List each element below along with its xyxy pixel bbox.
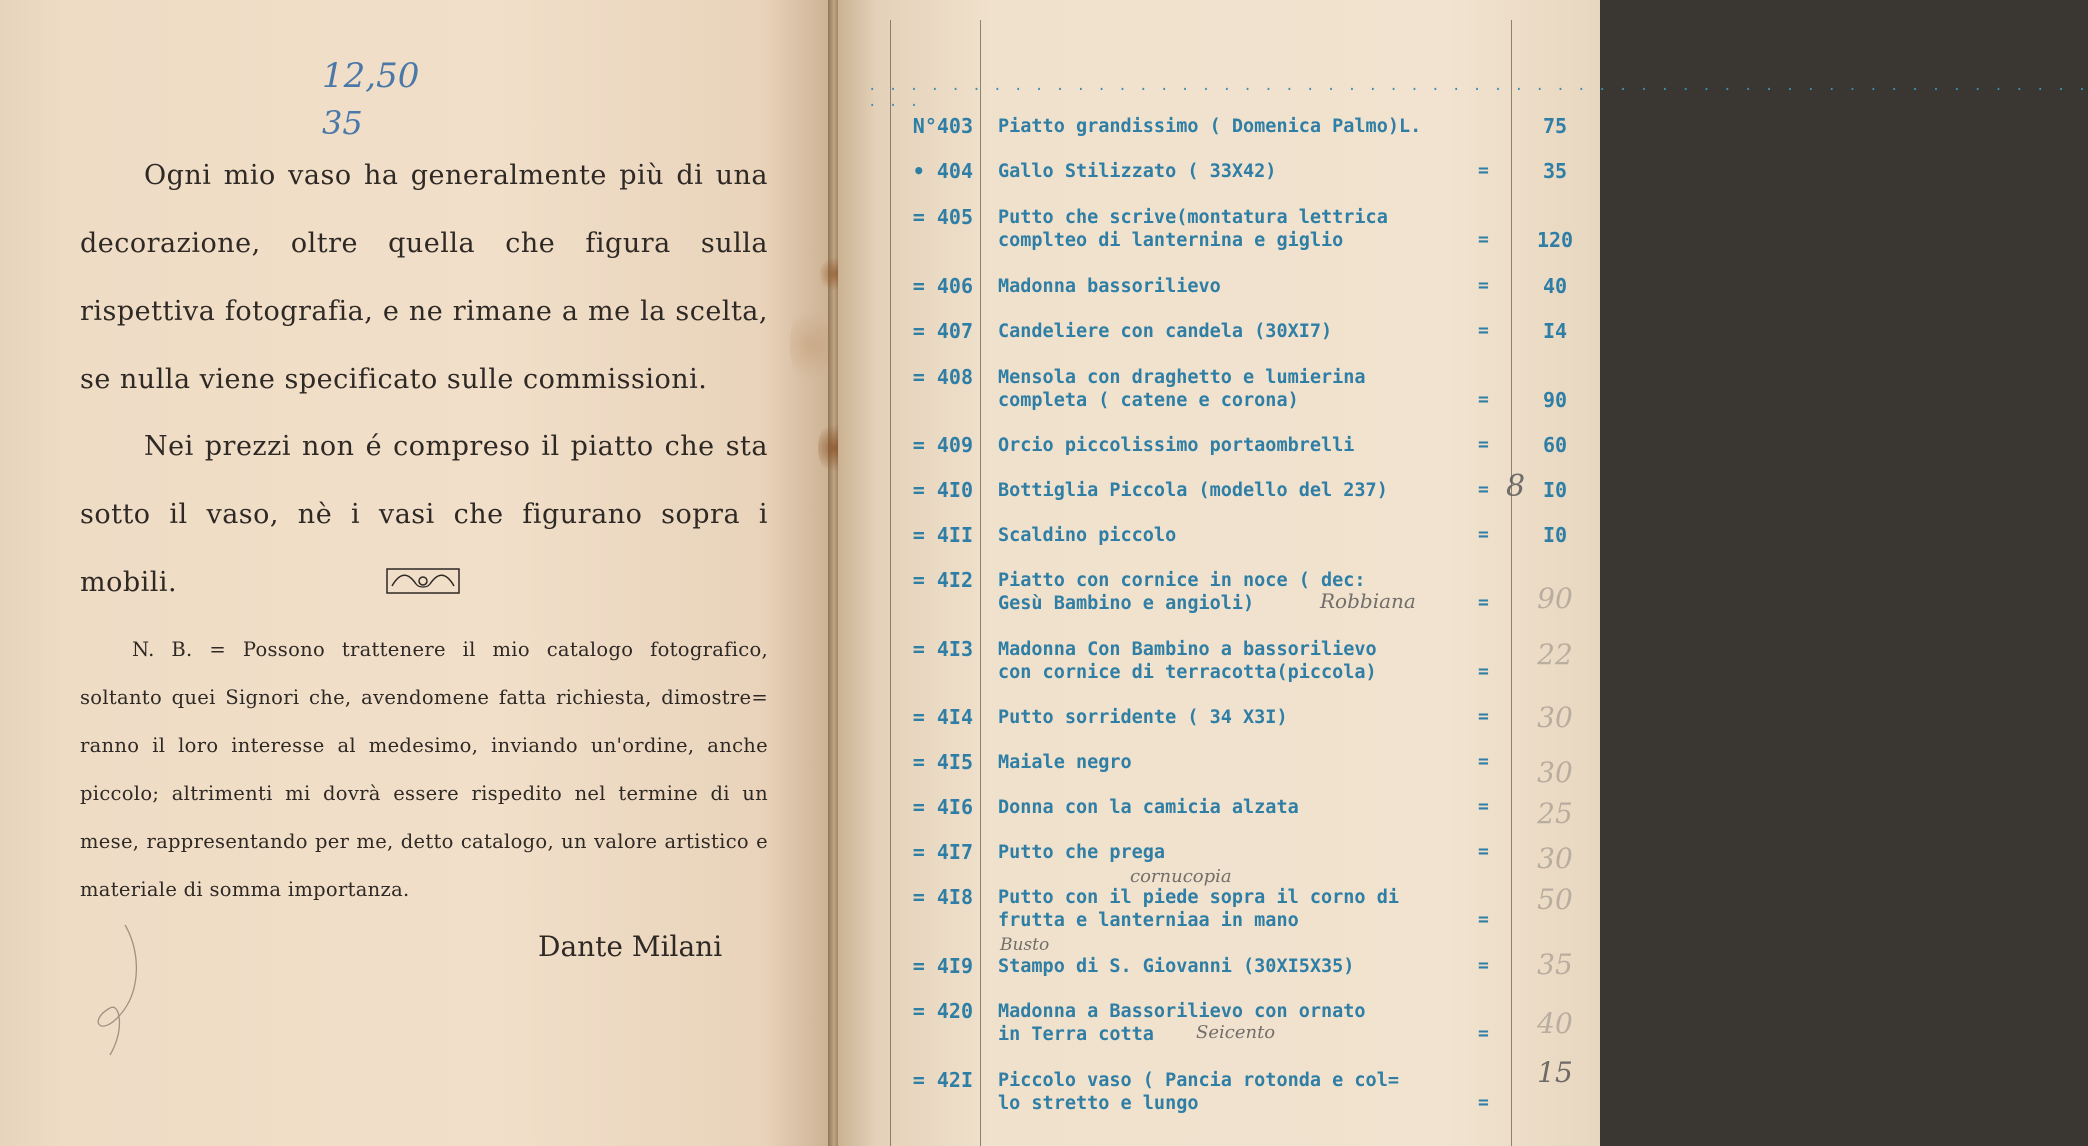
handwritten-price: 8 (1506, 469, 1526, 504)
item-price: 40 (1537, 1007, 1573, 1040)
item-price: 15 (1537, 1056, 1573, 1089)
item-separator: = (1478, 592, 1489, 613)
item-price: 35 (1542, 159, 1568, 183)
item-description: Scaldino piccolo (998, 525, 1177, 546)
item-separator: = (1478, 160, 1489, 181)
item-description: Donna con la camicia alzata (998, 797, 1299, 818)
item-price: I0 (1542, 478, 1568, 502)
item-description: Madonna Con Bambino a bassorilievo con cornice di terracotta(piccola) (998, 639, 1377, 683)
item-description: Mensola con draghetto e lumierina completa ( catene e corona) (998, 367, 1366, 411)
item-description: Gallo Stilizzato ( 33X42) (998, 161, 1277, 182)
paragraph-text: Nei prezzi non é compreso il piatto che sta sotto il vaso, nè i vasi che figurano sopra i mobili. (80, 431, 768, 598)
item-price: 22 (1537, 638, 1573, 671)
item-description: Piatto grandissimo ( Domenica Palmo)L. (998, 116, 1422, 137)
item-number: = 4I2 (912, 568, 973, 592)
handwritten-number: 12,50 (322, 56, 420, 96)
item-price: 90 (1542, 388, 1568, 412)
item-number: = 4I4 (912, 705, 973, 729)
dotted-rule: . . . (868, 94, 921, 110)
item-separator: = (1478, 479, 1489, 500)
handwritten-annotation: Seicento (1196, 1022, 1276, 1043)
item-price: 30 (1537, 842, 1573, 875)
item-description: Putto che prega (998, 842, 1166, 863)
item-separator: = (1478, 320, 1489, 341)
item-price: 40 (1542, 274, 1568, 298)
item-separator: = (1478, 909, 1489, 930)
item-separator: = (1478, 229, 1489, 250)
item-price: 60 (1542, 433, 1568, 457)
item-price: 120 (1536, 228, 1574, 252)
item-price: I4 (1542, 319, 1568, 343)
item-price: I0 (1542, 523, 1568, 547)
item-description: Putto con il piede sopra il corno di frutta e lanterniaa in mano (998, 887, 1399, 931)
left-page (0, 0, 830, 1146)
item-number: = 4I0 (912, 478, 973, 502)
item-price: 90 (1537, 582, 1573, 615)
paragraph-decoration (80, 142, 768, 414)
item-description: Putto sorridente ( 34 X3I) (998, 707, 1288, 728)
item-number: = 4II (912, 523, 973, 547)
item-number: = 4I3 (912, 637, 973, 661)
item-price: 30 (1537, 756, 1573, 789)
nota-bene (80, 626, 768, 914)
item-separator: = (1478, 955, 1489, 976)
nota-bene-text: N. B. = Possono trattenere il mio catalogo fotografico, soltanto quei Signori che, avendomene fatta richiesta, dimostre= ranno il loro interesse al medesimo, inviando un'ordine, anche piccolo; altrimenti mi dovrà essere rispedito nel termine di un mese, rappresentando per me, detto catalogo, un valore artistico e materiale di somma importanza. (80, 638, 768, 901)
item-separator: = (1478, 275, 1489, 296)
item-separator: = (1478, 841, 1489, 862)
item-number: = 406 (912, 274, 973, 298)
column-rule (1511, 20, 1512, 1146)
item-price: 25 (1537, 797, 1573, 830)
item-number: = 4I5 (912, 750, 973, 774)
item-description: Madonna a Bassorilievo con ornato in Terra cotta (998, 1001, 1366, 1045)
item-price: 75 (1542, 114, 1568, 138)
item-separator: = (1478, 524, 1489, 545)
dotted-rule: . . . . . . . . . . . . . . . . . . . . . . . . . . . . . . . . . . . . . . . . . . . . . . . . . . . . . . . . . . . (868, 78, 2088, 94)
item-number: = 420 (912, 999, 973, 1023)
item-description: Piccolo vaso ( Pancia rotonda e col= lo stretto e lungo (998, 1070, 1399, 1114)
ornament-icon (386, 568, 460, 594)
item-price: 50 (1537, 883, 1573, 916)
item-number: • 404 (912, 159, 973, 183)
item-number: = 4I6 (912, 795, 973, 819)
item-number: = 409 (912, 433, 973, 457)
item-number: = 407 (912, 319, 973, 343)
item-description: Bottiglia Piccola (modello del 237) (998, 480, 1388, 501)
item-number: = 4I9 (912, 954, 973, 978)
signature-name: Dante Milani (538, 930, 723, 963)
item-number: = 4I7 (912, 840, 973, 864)
item-separator: = (1478, 751, 1489, 772)
item-price: 30 (1537, 701, 1573, 734)
item-separator: = (1478, 389, 1489, 410)
item-description: Madonna bassorilievo (998, 276, 1221, 297)
item-description: Maiale negro (998, 752, 1132, 773)
item-number: = 4I8 (912, 885, 973, 909)
pencil-mark-icon (80, 920, 160, 1060)
item-description: Piatto con cornice in noce ( dec: Gesù Bambino e angioli) (998, 570, 1366, 614)
item-description: Putto che scrive(montatura lettrica complteo di lanternina e giglio (998, 207, 1388, 251)
item-price: 35 (1537, 948, 1573, 981)
handwritten-number: 35 (322, 104, 363, 142)
stain (790, 300, 830, 390)
item-number: N°403 (912, 114, 973, 138)
handwritten-annotation: Robbiana (1320, 589, 1416, 613)
item-separator: = (1478, 706, 1489, 727)
item-separator: = (1478, 434, 1489, 455)
handwritten-annotation: Busto (1000, 935, 1050, 955)
item-separator: = (1478, 796, 1489, 817)
item-description: Orcio piccolissimo portaombrelli (998, 435, 1355, 456)
item-separator: = (1478, 661, 1489, 682)
item-separator: = (1478, 1092, 1489, 1113)
item-number: = 42I (912, 1068, 973, 1092)
item-number: = 408 (912, 365, 973, 389)
paragraph-text: Ogni mio vaso ha generalmente più di una decorazione, oltre quella che figura sulla rispettiva fotografia, e ne rimane a me la scelta, se nulla viene specificato sulle commissioni. (80, 160, 768, 395)
handwritten-annotation: cornucopia (1130, 866, 1232, 887)
item-description: Candeliere con candela (30XI7) (998, 321, 1333, 342)
column-rule (890, 20, 891, 1146)
item-description: Stampo di S. Giovanni (30XI5X35) (998, 956, 1355, 977)
column-rule (980, 20, 981, 1146)
item-number: = 405 (912, 205, 973, 229)
item-separator: = (1478, 1023, 1489, 1044)
